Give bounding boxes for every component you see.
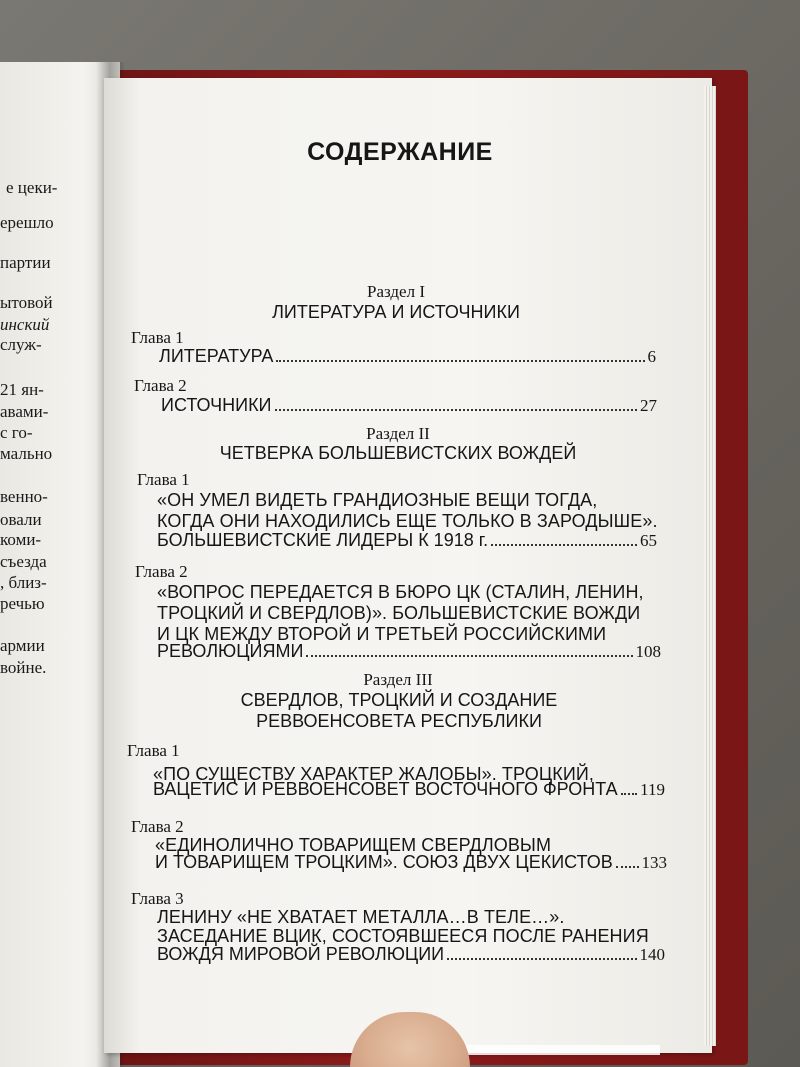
section-title: РЕВВОЕНСОВЕТА РЕСПУБЛИКИ: [256, 711, 542, 731]
chapter-title-line: «ЕДИНОЛИЧНО ТОВАРИЩЕМ СВЕРДЛОВЫМ: [155, 835, 552, 855]
page-number: 65: [640, 531, 657, 550]
toc-entry: [157, 641, 661, 662]
chapter-title-line: И ТОВАРИЩЕМ ТРОЦКИМ». СОЮЗ ДВУХ ЦЕКИСТОВ: [155, 852, 613, 872]
chapter-label: Глава 1: [131, 328, 184, 347]
dot-leader: [621, 792, 637, 795]
left-fragment: с го-: [0, 423, 33, 442]
left-fragment: армии: [0, 636, 45, 655]
chapter-title-line: ЗАСЕДАНИЕ ВЦИК, СОСТОЯВШЕЕСЯ ПОСЛЕ РАНЕНИЯ: [157, 926, 649, 946]
dot-leader: [616, 865, 639, 868]
chapter-title-line: «ОН УМЕЛ ВИДЕТЬ ГРАНДИОЗНЫЕ ВЕЩИ ТОГДА,: [157, 490, 598, 510]
left-fragment: венно-: [0, 487, 48, 506]
section-title: ЧЕТВЕРКА БОЛЬШЕВИСТСКИХ ВОЖДЕЙ: [219, 443, 577, 463]
left-fragment: коми-: [0, 530, 42, 549]
page-number: 140: [639, 945, 665, 964]
dot-leader: [447, 957, 636, 960]
chapter-title-line: ЛЕНИНУ «НЕ ХВАТАЕТ МЕТАЛЛА…В ТЕЛЕ…».: [157, 907, 565, 927]
chapter-title-line: ИСТОЧНИКИ: [161, 395, 272, 415]
dot-leader: [276, 359, 644, 362]
page-number: 6: [647, 347, 656, 366]
left-fragment: ерешло: [0, 213, 54, 232]
left-fragment: авами-: [0, 402, 49, 421]
left-fragment: служ-: [0, 335, 42, 354]
toc-title: СОДЕРЖАНИЕ: [307, 138, 493, 166]
chapter-label: Глава 2: [135, 562, 188, 581]
section-title: ЛИТЕРАТУРА И ИСТОЧНИКИ: [272, 302, 520, 322]
chapter-title-line: БОЛЬШЕВИСТСКИЕ ЛИДЕРЫ К 1918 г.: [157, 530, 489, 550]
chapter-title-line: КОГДА ОНИ НАХОДИЛИСЬ ЕЩЕ ТОЛЬКО В ЗАРОДЫШЕ».: [157, 511, 658, 531]
page-number: 27: [640, 396, 657, 415]
toc-entry: [159, 346, 656, 367]
left-fragment: речью: [0, 594, 45, 613]
chapter-label: Глава 3: [131, 889, 184, 908]
page-number: 133: [641, 853, 667, 872]
left-fragment: 21 ян-: [0, 380, 44, 399]
chapter-title-line: РЕВОЛЮЦИЯМИ: [157, 641, 304, 661]
left-fragment: е цеки-: [6, 178, 58, 197]
chapter-title-line: ВОЖДЯ МИРОВОЙ РЕВОЛЮЦИИ: [157, 944, 445, 964]
chapter-label: Глава 1: [137, 470, 190, 489]
chapter-title-line: И ЦК МЕЖДУ ВТОРОЙ И ТРЕТЬЕЙ РОССИЙСКИМИ: [157, 624, 607, 644]
section-title: СВЕРДЛОВ, ТРОЦКИЙ И СОЗДАНИЕ: [240, 690, 558, 710]
dot-leader: [275, 408, 638, 411]
chapter-title-line: ВАЦЕТИС И РЕВВОЕНСОВЕТ ВОСТОЧНОГО ФРОНТА: [153, 779, 618, 799]
left-fragment: ытовой: [0, 293, 53, 312]
toc-entry: [157, 530, 657, 551]
dot-leader: [306, 654, 632, 657]
toc-entry: [155, 852, 667, 873]
dot-leader: [491, 543, 637, 546]
left-fragment: овали: [0, 510, 42, 529]
page-number: 119: [640, 780, 665, 799]
left-fragment: мально: [0, 444, 53, 463]
section-label: Раздел III: [363, 670, 433, 689]
chapter-title-line: ТРОЦКИЙ И СВЕРДЛОВ)». БОЛЬШЕВИСТСКИЕ ВОЖДИ: [157, 603, 641, 623]
left-fragment: съезда: [0, 552, 47, 571]
toc-entry: [153, 779, 665, 800]
chapter-title-line: «ВОПРОС ПЕРЕДАЕТСЯ В БЮРО ЦК (СТАЛИН, ЛЕНИН,: [157, 582, 644, 602]
left-fragment: войне.: [0, 658, 47, 677]
toc-entry: [157, 944, 665, 965]
section-label: Раздел I: [367, 282, 425, 301]
chapter-title-line: ЛИТЕРАТУРА: [159, 346, 274, 366]
section-label: Раздел II: [366, 424, 430, 443]
left-fragment: , близ-: [0, 573, 47, 592]
chapter-title-line: «ПО СУЩЕСТВУ ХАРАКТЕР ЖАЛОБЫ». ТРОЦКИЙ,: [153, 764, 594, 784]
chapter-label: Глава 2: [134, 376, 187, 395]
toc-entry: [161, 395, 657, 416]
left-fragment: партии: [0, 253, 51, 272]
chapter-label: Глава 2: [131, 817, 184, 836]
chapter-label: Глава 1: [127, 741, 180, 760]
page-number: 108: [635, 642, 661, 661]
left-fragment: инский: [0, 315, 50, 334]
